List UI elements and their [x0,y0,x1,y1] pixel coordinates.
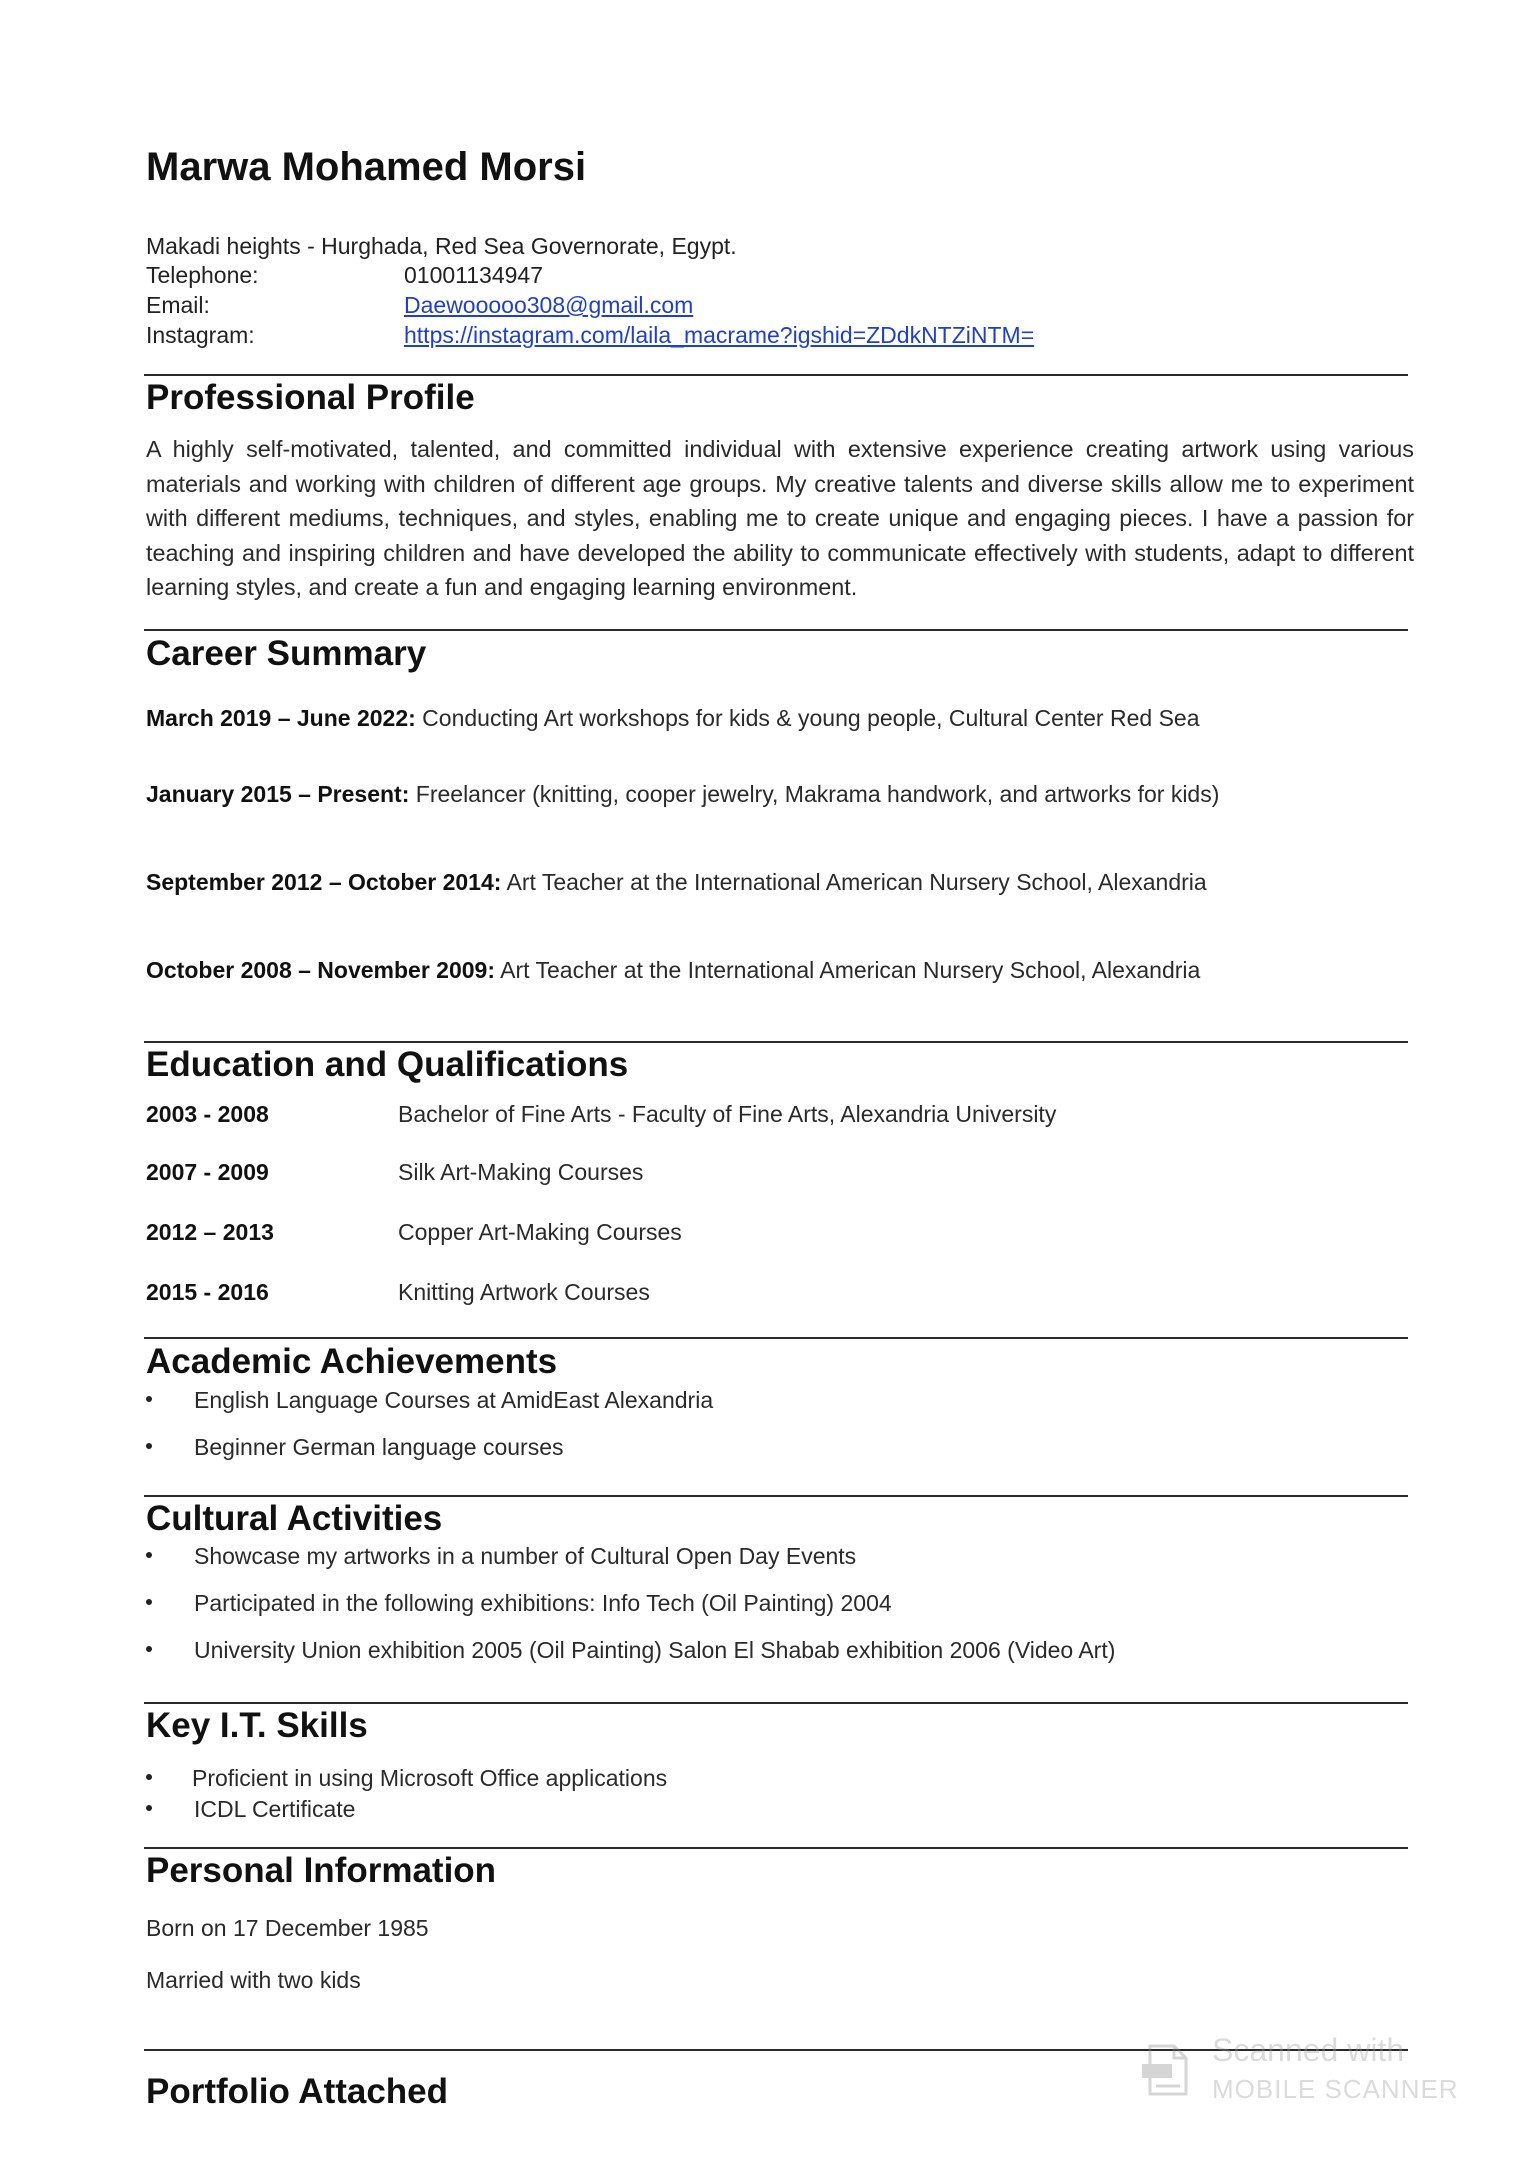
personal-marital-status: Married with two kids [146,1967,361,1993]
bullet-icon [146,1552,152,1558]
education-description: Silk Art-Making Courses [398,1159,644,1185]
education-description: Knitting Artwork Courses [398,1279,650,1305]
watermark-line1: Scanned with [1212,2032,1405,2068]
career-item [146,781,1219,808]
bullet-icon [146,1646,152,1652]
section-heading-career: Career Summary [146,634,427,673]
bullet-icon [146,1443,152,1449]
email-link[interactable]: Daewooooo308@gmail.com [404,292,694,318]
pdf-document-icon [1140,2042,1190,2098]
candidate-name: Marwa Mohamed Morsi [146,145,587,189]
bullet-icon [146,1599,152,1605]
section-divider [144,1495,1408,1497]
education-years: 2007 - 2009 [146,1159,269,1185]
career-item [146,869,1207,896]
career-description: Art Teacher at the International American Nursery School, Alexandria [501,869,1207,895]
section-divider [144,1847,1408,1849]
career-item [146,705,1200,732]
email-label: Email: [146,292,210,318]
section-heading-it-skills: Key I.T. Skills [146,1706,368,1745]
instagram-label: Instagram: [146,322,255,348]
personal-birthdate: Born on 17 December 1985 [146,1915,429,1941]
education-years: 2015 - 2016 [146,1279,269,1305]
section-divider [144,374,1408,376]
career-period: September 2012 – October 2014: [146,869,502,895]
profile-paragraph: A highly self-motivated, talented, and committed individual with extensive experience creating artwork using various materials and working with children of different age groups. My creative talents and diverse skills allow me to experiment with different mediums, techniques, and styles, enabling me to create unique and engaging pieces. I have a passion for teaching and inspiring children and have developed the ability to communicate effectively with students, adapt to different learning styles, and create a fun and engaging learning environment. [146,436,1414,600]
education-years: 2012 – 2013 [146,1219,274,1245]
bullet-icon [146,1805,152,1811]
section-heading-profile: Professional Profile [146,378,475,417]
address-text: Makadi heights - Hurghada, Red Sea Governorate, Egypt. [146,233,737,259]
career-period: January 2015 – Present: [146,781,410,807]
career-item [146,957,1200,984]
section-heading-academic: Academic Achievements [146,1342,558,1381]
education-description: Copper Art-Making Courses [398,1219,682,1245]
instagram-link[interactable]: https://instagram.com/laila_macrame?igshid=ZDdkNTZiNTM= [404,322,1035,348]
section-heading-education: Education and Qualifications [146,1045,629,1084]
career-description: Conducting Art workshops for kids & young people, Cultural Center Red Sea [415,705,1200,731]
section-divider [144,629,1408,631]
career-period: October 2008 – November 2009: [146,957,496,983]
telephone-label: Telephone: [146,262,259,288]
career-description: Freelancer (knitting, cooper jewelry, Makrama handwork, and artworks for kids) [409,781,1220,807]
career-period: March 2019 – June 2022: [146,705,416,731]
education-years: 2003 - 2008 [146,1101,269,1127]
career-description: Art Teacher at the International American Nursery School, Alexandria [495,957,1201,983]
section-heading-portfolio: Portfolio Attached [146,2072,449,2111]
bullet-icon [146,1396,152,1402]
education-description: Bachelor of Fine Arts - Faculty of Fine Arts, Alexandria University [398,1101,1057,1127]
section-heading-personal: Personal Information [146,1851,497,1890]
telephone-value: 01001134947 [404,262,543,288]
scanner-watermark [1140,2032,1480,2112]
watermark-line2: MOBILE SCANNER [1212,2074,1459,2104]
section-divider [144,1702,1408,1704]
section-heading-cultural: Cultural Activities [146,1499,443,1538]
bullet-icon [146,1774,152,1780]
section-divider [144,1337,1408,1339]
section-divider [144,1041,1408,1043]
